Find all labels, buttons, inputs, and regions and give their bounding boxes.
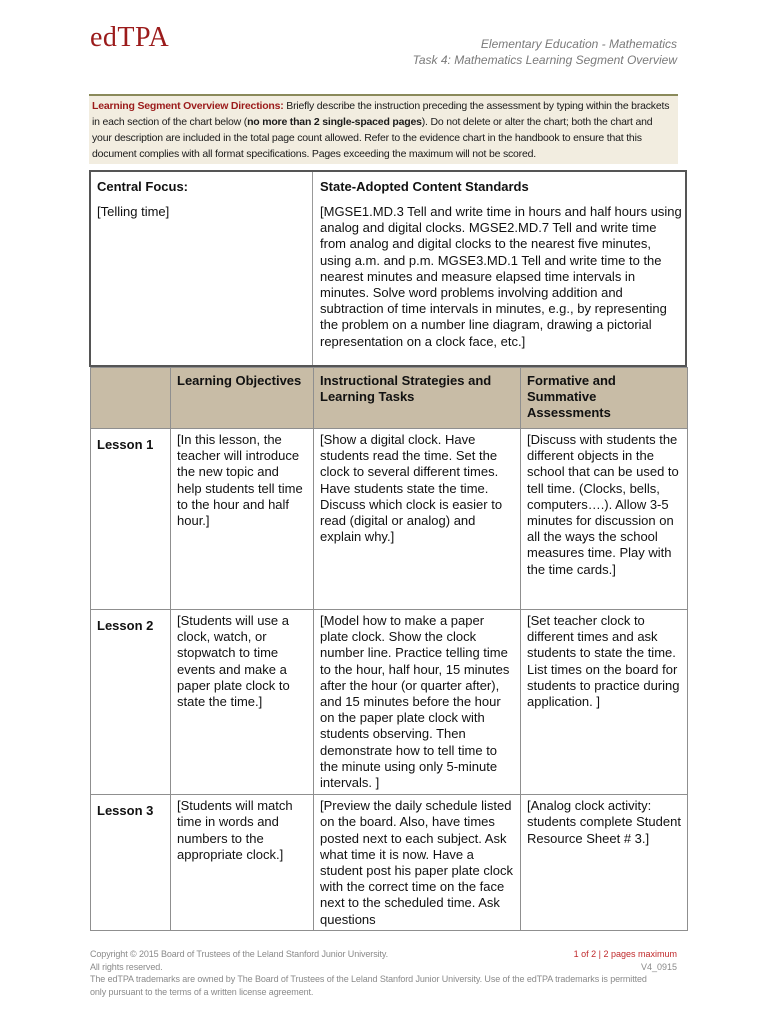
lesson-objectives[interactable]: [In this lesson, the teacher will introduce the new topic and help students tell time to the hour and half hour.] [171, 429, 314, 610]
lesson-objectives[interactable] [171, 795, 314, 931]
central-focus-label: Central Focus: [97, 179, 189, 194]
task-title: Task 4: Mathematics Learning Segment Overview [412, 53, 677, 67]
directions-text-after: ). Do not delete or alter the chart; both the chart and your description are included in the total page count allowed. Refer to the evidence chart in the handbook to ensure that this document complies with all format specifications. Pages exceeding the maximum will not be scored. [92, 116, 653, 160]
footer-legal [90, 948, 650, 998]
lesson-strategies[interactable]: [Show a digital clock. Have students read the time. Set the clock to several different times. Have students state the time. Discuss which clock is easier to read (digital or analog) and explain why.] [314, 429, 521, 610]
standards-value[interactable]: [MGSE1.MD.3 Tell and write time in hours and half hours using analog and digital clocks. MGSE2.MD.7 Tell and write time from analog and digital clocks to the nearest five minutes, using a.m. and p.m. MGSE3.MD.1 Tell and write time to the nearest minutes and measure elapsed time intervals in minutes. Solve word problems involving addition and subtraction of time intervals in minutes, e.g., by representing the problem on a number line diagram, drawing a pictorial representation on a clock face, etc.] [320, 204, 682, 349]
logo-text: edTPA [90, 22, 170, 53]
footer-trademark: The edTPA trademarks are owned by The Board of Trustees of the Leland Stanford Junior University. Use of the edTPA trademarks is permitted only pursuant to the terms of a written license agreement. [90, 974, 647, 997]
lesson-label: Lesson 1 [91, 429, 171, 610]
directions-text-bold: no more than 2 single-spaced pages [247, 116, 422, 128]
column-divider [312, 172, 313, 365]
directions-lead: Learning Segment Overview Directions: [92, 100, 284, 112]
document-header [413, 36, 677, 68]
table-row-lesson-1 [91, 429, 688, 610]
lesson-assessments[interactable] [521, 795, 688, 931]
lesson-strategies-text: [Preview the daily schedule listed on the board. Also, have times posted next to each subject. Ask what time it is now. Have a student post his paper plate clock with the correct time on the face next to the scheduled time. Ask questions [320, 798, 513, 927]
table-header-row [91, 368, 688, 429]
header-empty [91, 368, 171, 429]
header-instructional-strategies: Instructional Strategies and Learning Tasks [314, 368, 521, 429]
header-learning-objectives: Learning Objectives [171, 368, 314, 429]
standards-label: State-Adopted Content Standards [320, 179, 529, 194]
edtpa-logo [90, 22, 169, 54]
lesson-table [90, 367, 688, 931]
lesson-assessments[interactable]: [Set teacher clock to different times and ask students to state the time. List times on the board for students to practice during application. ] [521, 610, 688, 795]
lesson-strategies[interactable]: [Model how to make a paper plate clock. Show the clock number line. Practice telling time to the hour, half hour, 15 minutes after the hour (or quarter after), and 15 minutes before the hour on the paper plate clock with students observing. Then demonstrate how to tell time to the minute using only 5-minute intervals. ] [314, 610, 521, 795]
lesson-assessments-text: [Analog clock activity: students complete Student Resource Sheet # 3.] [527, 798, 681, 846]
lesson-objectives[interactable]: [Students will use a clock, watch, or stopwatch to time events and make a paper plate clock to state the time.] [171, 610, 314, 795]
header-assessments: Formative and Summative Assessments [521, 368, 688, 429]
footer-page-info [574, 948, 677, 973]
lesson-objectives-text: [Students will match time in words and numbers to the appropriate clock.] [177, 798, 293, 862]
page-count: 1 of 2 | 2 pages maximum [573, 949, 677, 959]
lesson-label: Lesson 2 [91, 610, 171, 795]
lesson-strategies[interactable] [314, 795, 521, 931]
version-number: V4_0915 [640, 961, 677, 972]
table-row-lesson-3 [91, 795, 688, 931]
footer-copyright: Copyright © 2015 Board of Trustees of the Leland Stanford Junior University. [90, 949, 389, 959]
footer-rights: All rights reserved. [90, 961, 163, 972]
directions-text-before: Briefly describe the instruction preceding the assessment by typing within the brackets in each section of the chart below ( [92, 100, 670, 128]
lesson-assessments[interactable]: [Discuss with students the different objects in the school that can be used to tell time. (Clocks, bells, computers….). Allow 3-5 minutes for discussion on all the ways the school measures time. Play with the time cards.] [521, 429, 688, 610]
central-focus-box [89, 170, 687, 367]
table-row-lesson-2 [91, 610, 688, 795]
directions-box [89, 94, 678, 164]
subject-title: Elementary Education - Mathematics [480, 37, 677, 51]
central-focus-value[interactable]: [Telling time] [97, 204, 170, 219]
lesson-label: Lesson 3 [91, 795, 171, 931]
